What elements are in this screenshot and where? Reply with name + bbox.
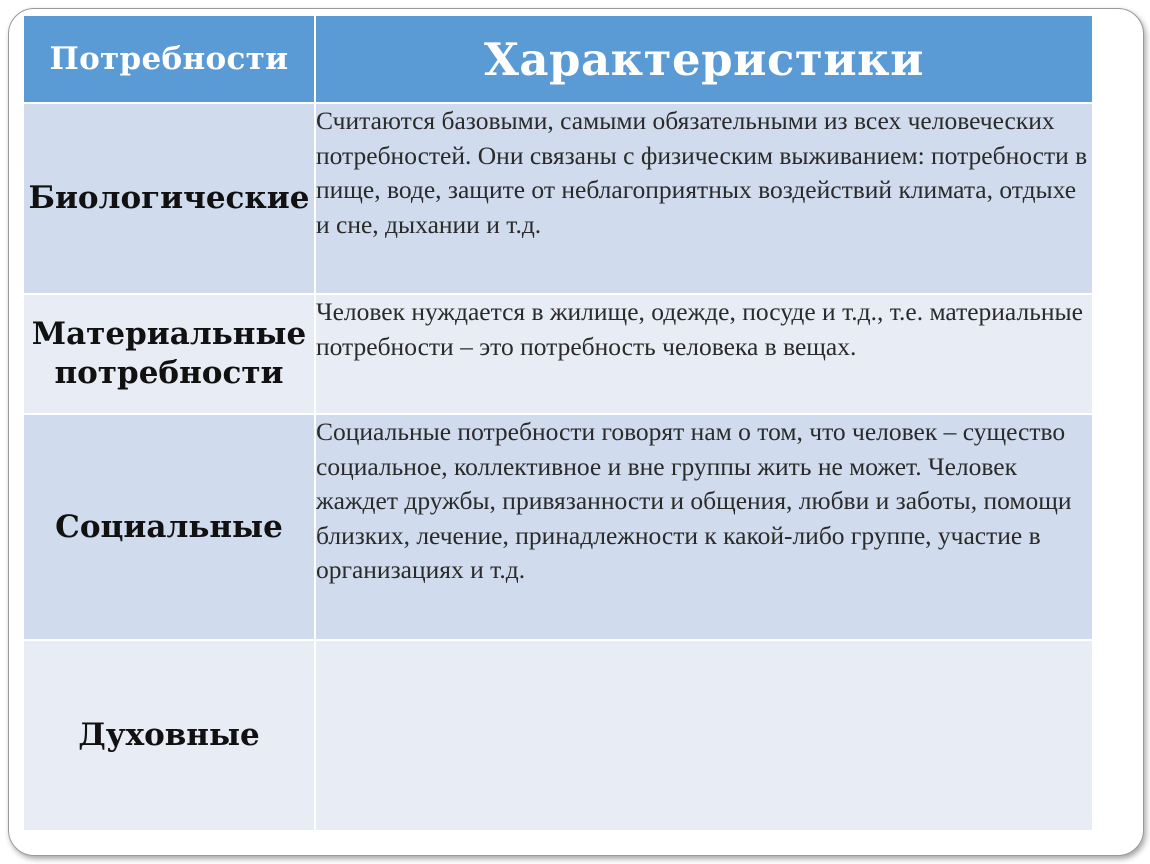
table-row: [23, 414, 1093, 640]
table-row: [23, 640, 1093, 831]
table-header-row: [23, 15, 1093, 103]
table-row: [23, 294, 1093, 414]
description-social: Социальные потребности говорят нам о том, что человек – существо социальное, коллективное и вне группы жить не может. Человек жаждет дружбы, привязанности и общения, любви и заботы, помощи близких, лечение, принадлежности к какой-либо группе, участие в организациях и т.д.: [315, 414, 1093, 640]
need-spiritual: Духовные: [23, 640, 315, 831]
need-material-line1: Материальные: [31, 316, 307, 353]
description-biological: Считаются базовыми, самыми обязательными из всех человеческих потребностей. Они связаны с физическим выживанием: потребности в пище, воде, защите от неблагоприятных воздействий климата, отдыхе и сне, дыхании и т.д.: [315, 103, 1093, 294]
header-characteristics: Характеристики: [315, 15, 1093, 103]
need-biological: Биологические: [23, 103, 315, 294]
table-row: [23, 103, 1093, 294]
needs-table: [22, 14, 1094, 832]
description-material: Человек нуждается в жилище, одежде, посуде и т.д., т.е. материальные потребности – это потребность человека в вещах.: [315, 294, 1093, 414]
need-material: [23, 294, 315, 414]
header-needs: Потребности: [23, 15, 315, 103]
need-material-line2: потребности: [54, 355, 284, 391]
description-spiritual: [315, 640, 1093, 831]
need-social: Социальные: [23, 414, 315, 640]
